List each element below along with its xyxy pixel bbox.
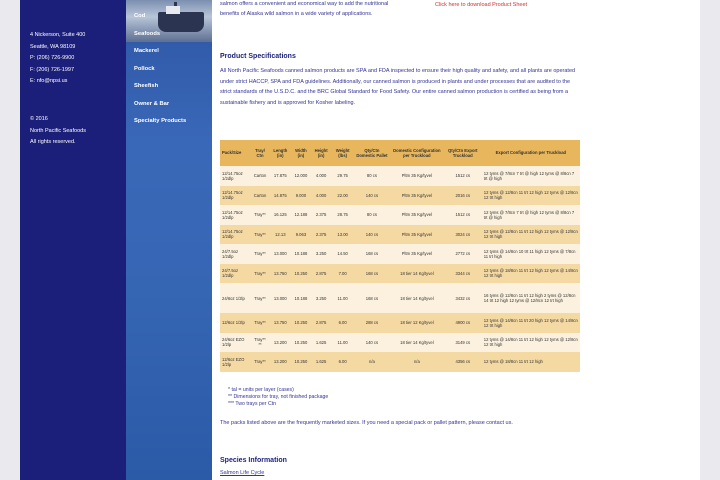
table-cell: 13.000: [270, 283, 292, 313]
table-cell: 24/6oz 1/2lp: [220, 283, 251, 313]
col-header: Tray/ Ctn: [251, 140, 270, 166]
product-specs-heading: Product Specifications: [220, 53, 296, 60]
col-header: Qty/Ctn Domestic Pallet: [354, 140, 390, 166]
table-cell: Tray**: [251, 283, 270, 313]
table-cell: 12 tyms @ 14/8cn 11 trt 20 high 12 tyms @ 14/8cn 12 trt high: [482, 313, 580, 333]
table-cell: 10.250: [291, 313, 311, 333]
table-cell: 4.000: [311, 186, 332, 206]
table-cell: 18 tier 12 Kg/tyvel: [390, 313, 444, 333]
table-cell: 1.625: [311, 352, 332, 372]
table-cell: 3024 cs: [444, 225, 482, 245]
table-cell: 12/14.75oz 1/2dlp: [220, 225, 251, 245]
table-cell: n/a: [390, 352, 444, 372]
table-cell: Tray**: [251, 244, 270, 264]
table-cell: 80 cs: [354, 166, 390, 186]
table-cell: 4.000: [311, 166, 332, 186]
table-cell: 10.188: [291, 283, 311, 313]
fax: F: (206) 726-1997: [30, 66, 75, 73]
nav-item-owner-bar[interactable]: Owner & Bar: [134, 100, 170, 107]
col-header: Width (in): [291, 140, 311, 166]
table-cell: 10.250: [291, 333, 311, 353]
table-cell: 12.000: [291, 166, 311, 186]
table-cell: Tray**: [251, 313, 270, 333]
table-cell: 2.375: [311, 225, 332, 245]
nav-item-mackerel[interactable]: Mackerel: [134, 48, 159, 54]
table-cell: 24/7.5oz 1/2dlp: [220, 264, 251, 284]
table-cell: 6.00: [331, 352, 354, 372]
table-cell: Carton: [251, 186, 270, 206]
table-cell: 3.250: [311, 244, 332, 264]
salmon-life-cycle-link[interactable]: Salmon Life Cycle: [220, 470, 265, 476]
table-cell: 13.750: [270, 264, 292, 284]
table-cell: 13.750: [270, 313, 292, 333]
phone: P: (206) 726-9900: [30, 55, 75, 61]
table-cell: 12 tyms @ 18/8cn 11 trt 12 high 12 tyms @ 14/8cn 12 trt high: [482, 264, 580, 284]
table-cell: 80 cs: [354, 205, 390, 225]
intro-text: salmon offers a convenient and economical way to add the nutritional benefits of Alaska wild salmon in a wide variety of applications.: [220, 1, 389, 17]
table-cell: 2.875: [311, 264, 332, 284]
table-cell: 17.875: [270, 166, 292, 186]
table-cell: 3344 cs: [444, 264, 482, 284]
table-cell: 29.75: [331, 166, 354, 186]
table-cell: 12.188: [291, 205, 311, 225]
table-cell: 13.200: [270, 352, 292, 372]
table-cell: 12 tyms @ 18/8cn 11 trt 12 high: [482, 352, 580, 372]
table-cell: 168 cs: [354, 244, 390, 264]
table-cell: 13.200: [270, 333, 292, 353]
nav-item-pollock[interactable]: Pollock: [134, 65, 155, 72]
table-body: [220, 166, 580, 372]
table-row: [220, 352, 580, 372]
table-cell: 2.875: [311, 313, 332, 333]
table-cell: 168 cs: [354, 283, 390, 313]
table-cell: 9.000: [291, 186, 311, 206]
table-row: [220, 283, 580, 313]
address-line: Seattle, WA 98109: [30, 43, 76, 50]
table-cell: 24/7.5oz 1/2dlp: [220, 244, 251, 264]
table-cell: 10.250: [291, 264, 311, 284]
col-header: Domestic Configuration per Truckload: [390, 140, 444, 166]
table-cell: 12/14.75oz 1/2dlp: [220, 205, 251, 225]
table-cell: Tray**: [251, 264, 270, 284]
col-header: Qty/Ctn Export Truckload: [444, 140, 482, 166]
table-cell: 1.625: [311, 333, 332, 353]
table-notes: [228, 387, 328, 408]
table-cell: 11.00: [331, 333, 354, 353]
col-header: Length (in): [270, 140, 292, 166]
contact-address: [30, 30, 85, 88]
main-content: [212, 0, 700, 480]
table-cell: 18 tier 14 Kg/tyvel: [390, 283, 444, 313]
table-cell: 7.00: [331, 264, 354, 284]
col-header: Pack/Size: [220, 140, 251, 166]
table-cell: 2772 cs: [444, 244, 482, 264]
table-cell: Pltm 35 Kg/tyvel: [390, 186, 444, 206]
table-cell: Tray**: [251, 352, 270, 372]
table-cell: 18 tier 14 Kg/tyvel: [390, 333, 444, 353]
table-row: [220, 333, 580, 353]
table-row: [220, 244, 580, 264]
table-cell: 12.13: [270, 225, 292, 245]
note: ** Dimensions for tray, not finished package: [228, 394, 329, 400]
table-cell: 16 tyms @ 12/8cn 11 trt 12 high 2 tyms @ 12/8cn 14 trt 12 high 12 tyms @ 12/8cn 12 trt high: [482, 283, 580, 313]
table-cell: 140 cs: [354, 225, 390, 245]
copyright-line: All rights reserved.: [30, 139, 76, 145]
copyright-line: © 2016: [30, 116, 48, 122]
col-header: Weight (lbs): [331, 140, 354, 166]
table-row: [220, 205, 580, 225]
table-cell: 6.00: [331, 313, 354, 333]
page: [20, 0, 700, 480]
table-cell: 12 tyms @ 12/8cn 11 trt 12 high 12 tyms @ 12/8cn 12 trt high: [482, 186, 580, 206]
table-cell: 3.250: [311, 283, 332, 313]
table-cell: 28.75: [331, 205, 354, 225]
species-heading: Species Information: [220, 457, 287, 464]
table-cell: 1512 cs: [444, 166, 482, 186]
table-cell: 4356 cs: [444, 352, 482, 372]
table-row: [220, 313, 580, 333]
nav-item-seafoods[interactable]: Seafoods: [134, 30, 161, 37]
table-cell: 2016 cs: [444, 186, 482, 206]
table-row: [220, 264, 580, 284]
specs-table: [220, 140, 580, 372]
nav-item-sheefish[interactable]: Sheefish: [134, 83, 159, 89]
table-cell: 18 tier 14 Kg/tyvel: [390, 264, 444, 284]
table-cell: 11.00: [331, 283, 354, 313]
table-cell: 140 cs: [354, 333, 390, 353]
col-header: Height (in): [311, 140, 332, 166]
table-cell: 3432 cs: [444, 283, 482, 313]
nav-menu: [134, 8, 186, 131]
download-product-sheet-link[interactable]: Click here to download Product Sheet: [435, 2, 528, 8]
table-cell: Tray**: [251, 205, 270, 225]
table-cell: 12 tyms @ 7/8cn 7 trt @ high 12 tyms @ 8/8cn 7 trt @ high: [482, 166, 580, 186]
table-cell: 13.00: [331, 225, 354, 245]
table-cell: Pltm 35 Kg/tyvel: [390, 166, 444, 186]
table-cell: 12 tyms @ 12/8cn 11 trt 12 high 12 tyms @ 12/8cn 12 trt high: [482, 225, 580, 245]
table-cell: 140 cs: [354, 186, 390, 206]
table-cell: Tray** **: [251, 333, 270, 353]
address-line: 4 Nickerson, Suite 400: [30, 32, 86, 38]
table-cell: 12/14.75oz 1/2dlp: [220, 186, 251, 206]
table-cell: 12 tyms @ 14/8cn 11 trt 12 high 12 tyms @ 12/8cn 12 trt high: [482, 333, 580, 353]
table-cell: 13.000: [270, 244, 292, 264]
table-cell: 24/6oz EZO 1/2lp: [220, 333, 251, 353]
table-row: [220, 166, 580, 186]
table-cell: 168 cs: [354, 264, 390, 284]
table-cell: 3149 cs: [444, 333, 482, 353]
sidebar: [20, 0, 126, 480]
table-cell: 12/6oz 1/2lp: [220, 313, 251, 333]
closing-text: The packs listed above are the frequently marketed sizes. If you need a special pack or pallet pattern, please contact us.: [220, 420, 513, 426]
table-row: [220, 225, 580, 245]
email-link[interactable]: E: nfo@npsi.us: [30, 78, 68, 84]
copyright-line: North Pacific Seafoods: [30, 127, 86, 134]
table-cell: 12 tyms @ 7/8cn 7 trt @ high 12 tyms @ 8/8cn 7 trt @ high: [482, 205, 580, 225]
table-cell: 2.375: [311, 205, 332, 225]
nav-item-specialty-products[interactable]: Specialty Products: [134, 118, 187, 124]
table-cell: 14.50: [331, 244, 354, 264]
table-cell: Pltm 35 Kg/tyvel: [390, 244, 444, 264]
table-cell: Carton: [251, 166, 270, 186]
table-row: [220, 186, 580, 206]
table-cell: 9.063: [291, 225, 311, 245]
table-cell: Tray**: [251, 225, 270, 245]
table-cell: 22.00: [331, 186, 354, 206]
table-cell: Pltm 35 Kg/tyvel: [390, 205, 444, 225]
nav-item-cod[interactable]: Cod: [134, 13, 146, 19]
table-cell: 14.875: [270, 186, 292, 206]
table-header-row: [220, 140, 580, 166]
table-cell: 4900 cs: [444, 313, 482, 333]
copyright: [30, 114, 86, 149]
table-cell: 1512 cs: [444, 205, 482, 225]
note: *** Two trays per Ctn: [228, 401, 277, 407]
product-specs-text: All North Pacific Seafoods canned salmon products are SPA and FDA inspected to ensure their high quality and safety, and all plants are operated under strict HACCP, SPA and FDA guidelines. Additionally, our canned salmon is produced in plants and under processes that are audited to the strict standards of the U.S.D.C. and the BRC Global Standard for Food Safety. Our entire canned salmon production is certified as being from a sustainable fishery and is approved for Kosher labeling.: [220, 68, 576, 106]
table-cell: 16.125: [270, 205, 292, 225]
table-cell: 12 tyms @ 14/8cn 10 trt 11 high 12 tyms @ 7/8cn 11 trt high: [482, 244, 580, 264]
table-cell: 10.188: [291, 244, 311, 264]
table-cell: 288 cs: [354, 313, 390, 333]
col-header: Export Configuration per Truckload: [482, 140, 580, 166]
nav-column: [126, 0, 212, 480]
table-cell: 12/6oz EZO 1/2lp: [220, 352, 251, 372]
table-cell: Pltm 35 Kg/tyvel: [390, 225, 444, 245]
table-cell: 12/14.75oz 1/2dlp: [220, 166, 251, 186]
table-cell: 10.250: [291, 352, 311, 372]
note: * tal = units per layer (cases): [228, 387, 294, 393]
table-cell: n/a: [354, 352, 390, 372]
